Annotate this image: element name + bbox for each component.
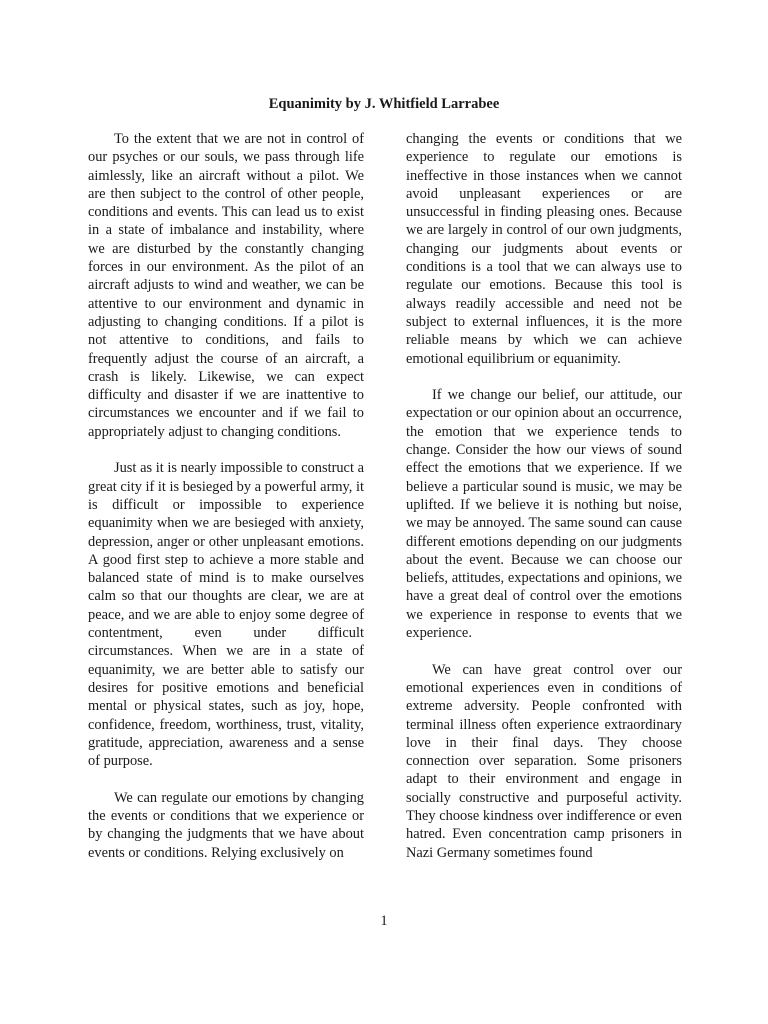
paragraph: To the extent that we are not in control of our psyches or our souls, we pass through life aimlessly, like an aircraft without a pilot. We are then subject to the control of other people, conditions and events. This can lead us to exist in a state of imbalance and instability, where we are disturbed by the constantly changing forces in our environment. As the pilot of an aircraft adjusts to wind and weather, we can be attentive to our environment and dynamic in adjusting to changing conditions. If a pilot is not attentive to conditions, and fails to frequently adjust the course of an aircraft, a crash is likely. Likewise, we can expect difficulty and disaster if we are inattentive to circumstances we encounter and if we fail to appropriately adjust to changing conditions. — [88, 131, 364, 440]
page-number: 1 — [380, 913, 388, 929]
paragraph: We can regulate our emotions by changing the events or conditions that we experience or by changing the judgments that we have about events or conditions. Relying exclusively on — [88, 789, 364, 861]
paragraph: Just as it is nearly impossible to construct a great city if it is besieged by a powerful army, it is difficult or impossible to experience equanimity when we are besieged with anxiety, depression, anger or other unpleasant emotions. A good first step to achieve a more stable and balanced state of mind is to make ourselves calm so that our thoughts are clear, we are at peace, and we are able to enjoy some degree of contentment, even under difficult circumstances. When we are in a state of equanimity, we are better able to satisfy our desires for positive emotions and beneficial mental or physical states, such as joy, hope, confidence, freedom, worthiness, trust, vitality, gratitude, appreciation, awareness and a sense of purpose. — [88, 460, 365, 770]
paragraph: We can have great control over our emotional experiences even in conditions of extreme adversity. People confronted with terminal illness often experience extraordinary love in their final days. They choose connection over separation. Some prisoners adapt to their environment and engage in socially constructive and purposeful activity. They choose kindness over indifference or even hatred. Even concentration camp prisoners in Nazi Germany sometimes found — [406, 661, 682, 861]
document-title: Equanimity by J. Whitfield Larrabee — [268, 96, 500, 112]
right-column — [406, 130, 682, 880]
paragraph: If we change our belief, our attitude, our expectation or our opinion about an occurrence, the emotion that we experience tends to change. Consider the how our views of sound effect the emotions that we experience. If we believe a particular sound is music, we may be uplifted. If we believe it is nothing but noise, we may be annoyed. The same sound can cause different emotions depending on our judgments about the event. Because we can choose our beliefs, attitudes, expectations and opinions, we have a great deal of control over the emotions we experience in response to events that we experience. — [406, 387, 682, 642]
paragraph-continuation: changing the events or conditions that we experience to regulate our emotions is ineffective in those instances when we cannot avoid unpleasant experiences or are unsuccessful in finding pleasing ones. Because we are largely in control of our own judgments, changing our judgments about events or conditions is a tool that we can always use to regulate our emotions. Because this tool is always readily accessible and need not be subject to external influences, it is the more reliable means by which we can achieve emotional equilibrium or equanimity. — [406, 131, 682, 367]
left-column — [88, 130, 364, 880]
